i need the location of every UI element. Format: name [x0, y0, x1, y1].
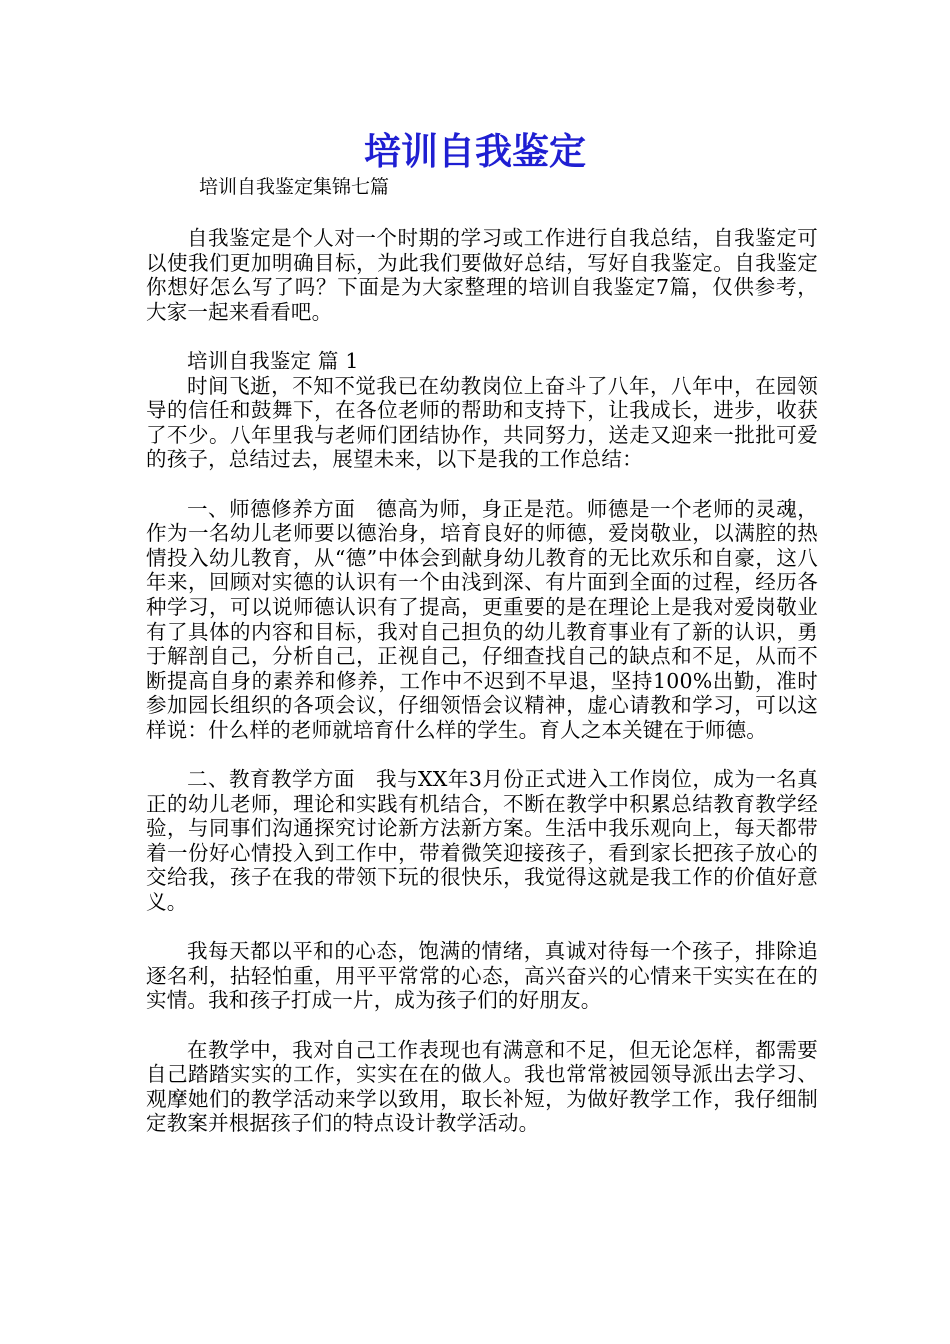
body-paragraph-4: 我每天都以平和的心态，饱满的情绪，真诚对待每一个孩子，排除追逐名利，拈轻怕重，用平平常常的心态，高兴奋兴的心情来干实实在在的实情。我和孩子打成一片，成为孩子们的好朋友。: [146, 939, 818, 1013]
body-paragraph-3: 二、教育教学方面 我与XX年3月份正式进入工作岗位，成为一名真正的幼儿老师，理论和实践有机结合，不断在教学中积累总结教育教学经验，与同事们沟通探究讨论新方法新方案。生活中我乐观向上，每天都带着一份好心情投入到工作中，带着微笑迎接孩子，看到家长把孩子放心的交给我，孩子在我的带领下玩的很快乐，我觉得这就是我工作的价值好意义。: [146, 767, 818, 915]
body-paragraph-2: 一、师德修养方面 德高为师，身正是范。师德是一个老师的灵魂，作为一名幼儿老师要以德治身，培育良好的师德，爱岗敬业，以满腔的热情投入幼儿教育，从“德”中体会到献身幼儿教育的无比欢乐和自豪，这八年来，回顾对实德的认识有一个由浅到深、有片面到全面的过程，经历各种学习，可以说师德认识有了提高，更重要的是在理论上是我对爱岗敬业有了具体的内容和目标，我对自己担负的幼儿教育事业有了新的认识，勇于解剖自己，分析自己，正视自己，仔细查找自己的缺点和不足，从而不断提高自身的素养和修养，工作中不迟到不早退，坚持100%出勤，准时参加园长组织的各项会议，仔细领悟会议精神，虚心请教和学习，可以这样说：什么样的老师就培育什么样的学生。育人之本关键在于师德。: [146, 496, 818, 742]
section-heading: 培训自我鉴定 篇 1: [187, 348, 359, 373]
document-body: [146, 226, 818, 1136]
body-paragraph-5: 在教学中，我对自己工作表现也有满意和不足，但无论怎样，都需要自己踏踏实实的工作，实实在在的做人。我也常常被园领导派出去学习、观摩她们的教学活动来学以致用，取长补短，为做好教学工作，我仔细制定教案并根据孩子们的特点设计教学活动。: [146, 1037, 818, 1136]
body-paragraph-1: 时间飞逝，不知不觉我已在幼教岗位上奋斗了八年，八年中，在园领导的信任和鼓舞下，在各位老师的帮助和支持下，让我成长，进步，收获了不少。八年里我与老师们团结协作，共同努力，送走又迎来一批批可爱的孩子，总结过去，展望未来，以下是我的工作总结：: [146, 373, 818, 472]
document-title: 培训自我鉴定: [364, 129, 586, 173]
document-subtitle: 培训自我鉴定集锦七篇: [199, 176, 390, 198]
intro-paragraph: 自我鉴定是个人对一个时期的学习或工作进行自我总结，自我鉴定可以使我们更加明确目标，为此我们要做好总结，写好自我鉴定。自我鉴定你想好怎么写了吗？下面是为大家整理的培训自我鉴定7篇，仅供参考，大家一起来看看吧。: [146, 226, 818, 324]
